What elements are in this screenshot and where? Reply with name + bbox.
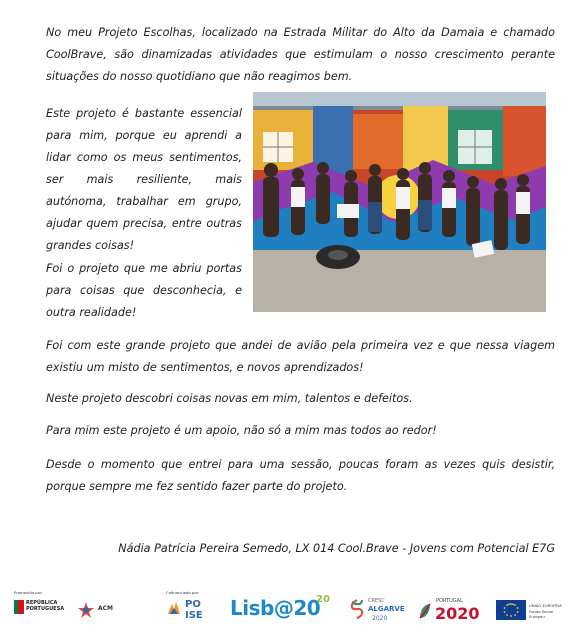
republica-flag-icon <box>14 600 24 614</box>
paragraph-airplane: Foi com este grande projeto que andei de avião pela primeira vez e que nessa viagem existiu um misto de sentimentos, e novos aprendizados! <box>46 339 555 374</box>
paragraph-intro: No meu Projeto Escolhas, localizado na Estrada Militar do Alto da Damaia e chamado CoolBrave, são dinamizadas atividades que estimulam o nosso crescimento perante situações do nosso quotidiano que não reagimos bem. <box>46 26 555 83</box>
paragraph-session: Desde o momento que entrei para uma sessão, poucas foram as vezes quis desistir, porque sempre me fez sentido fazer parte do projeto. <box>46 458 555 493</box>
uniao-europeia-logo: UNIÃO EUROPEIA Fundo Social Europeu <box>496 598 566 626</box>
algarve-swirl-icon <box>348 598 366 620</box>
cofinanciado-label: Cofinanciado por: <box>166 590 200 595</box>
acm-star-icon <box>78 602 94 618</box>
cresc-algarve-logo: CRESC ALGARVE 2020 <box>348 596 410 628</box>
signature-line: Nádia Patrícia Pereira Semedo, LX 014 Cool.Brave - Jovens com Potencial E7G <box>118 542 555 555</box>
republica-portuguesa-logo: REPÚBLICA PORTUGUESA <box>14 598 70 624</box>
group-photo <box>253 92 546 312</box>
eu-flag-icon <box>496 600 526 620</box>
lisboa-2020-logo: Lisb@20 20 <box>230 594 330 620</box>
paragraph-essential: Este projeto é bastante essencial para mim, porque eu aprendi a lidar como os meus sentimentos, ser mais resiliente, mais autónoma, trabalhar em grupo, ajudar quem precisa, entre outras grandes coisas! <box>46 107 242 252</box>
poise-logo: PO ISE <box>166 598 222 624</box>
acm-logo: ACM <box>78 602 122 622</box>
poise-hands-icon <box>166 600 182 616</box>
funding-footer <box>0 588 575 638</box>
paragraph-support: Para mim este projeto é um apoio, não só a mim mas todos ao redor! <box>46 424 437 437</box>
paragraph-discoveries: Neste projeto descobri coisas novas em mim, talentos e defeitos. <box>46 392 413 405</box>
promovido-label: Promovido por: <box>14 590 43 595</box>
portugal-2020-logo: PORTUGAL 2020 <box>418 596 492 628</box>
group-photo-illustration <box>253 92 546 312</box>
portugal-leaf-icon <box>418 602 432 620</box>
paragraph-doors: Foi o projeto que me abriu portas para coisas que desconhecia, e outra realidade! <box>46 262 242 319</box>
